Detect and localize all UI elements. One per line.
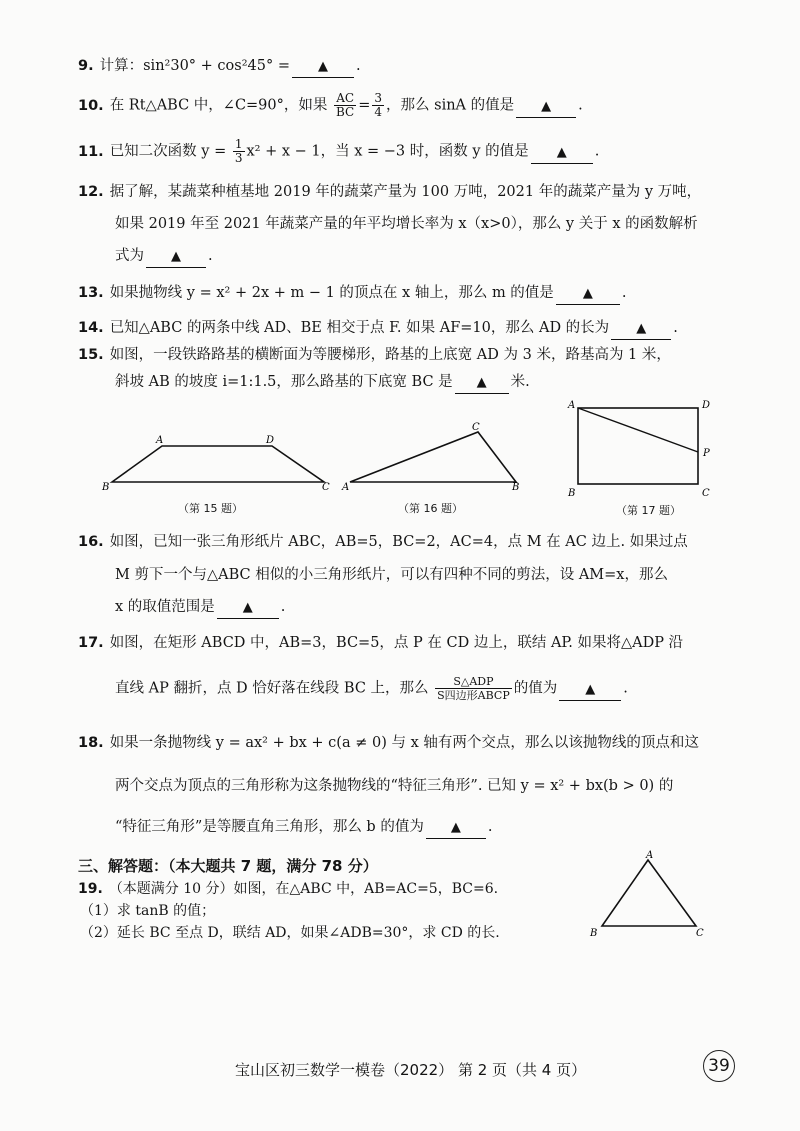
answer-blank[interactable]: ▲ bbox=[556, 283, 620, 305]
figure-15-caption: （第 15 题） bbox=[178, 502, 243, 515]
vertex-label-b: B bbox=[102, 482, 110, 493]
vertex-label-b: B bbox=[512, 482, 520, 493]
figure-19-triangle bbox=[588, 846, 708, 940]
figure-16-triangle bbox=[340, 420, 530, 500]
answer-blank[interactable]: ▲ bbox=[426, 817, 486, 839]
question-19-part-1: （1）求 tanB 的值； bbox=[80, 903, 216, 919]
fraction-1-3: $\frac{1}{3}$ bbox=[234, 137, 243, 165]
vertex-label-c: C bbox=[702, 488, 710, 499]
answer-blank[interactable]: ▲ bbox=[455, 372, 509, 394]
question-14: 14. 已知△ABC 的两条中线 AD、BE 相交于点 F. 如果 AF=10，那么 AD 的长为 ▲ . bbox=[78, 318, 678, 340]
question-11: 11. 已知二次函数 y = $\frac{1}{3}$ x² + x − 1，当 x = −3 时，函数 y 的值是 ▲ . bbox=[78, 137, 600, 165]
question-9: 9. 计算：sin²30° + cos²45° = ▲ . bbox=[78, 56, 361, 78]
vertex-label-b: B bbox=[590, 928, 598, 939]
vertex-label-a: A bbox=[156, 435, 164, 446]
answer-blank[interactable]: ▲ bbox=[516, 96, 576, 118]
vertex-label-d: D bbox=[266, 435, 275, 446]
answer-blank[interactable]: ▲ bbox=[217, 597, 279, 619]
answer-blank[interactable]: ▲ bbox=[531, 142, 593, 164]
section-heading: 三、解答题：（本大题共 7 题，满分 78 分） bbox=[78, 857, 378, 875]
question-19: 19. （本题满分 10 分）如图，在△ABC 中，AB=AC=5，BC=6. bbox=[78, 881, 499, 897]
figure-17-caption: （第 17 题） bbox=[616, 504, 681, 517]
question-10: 10. 在 Rt△ABC 中，∠C=90°，如果 $\frac{AC}{BC}$ = $\frac{3}{4}$ ，那么 sinA 的值是 ▲ . bbox=[78, 91, 583, 119]
answer-blank[interactable]: ▲ bbox=[292, 56, 354, 78]
page-circle-number: 39 bbox=[703, 1050, 735, 1082]
answer-blank[interactable]: ▲ bbox=[146, 246, 206, 268]
page-footer: 宝山区初三数学一模卷（2022） 第 2 页（共 4 页） bbox=[235, 1061, 587, 1079]
answer-blank[interactable]: ▲ bbox=[611, 318, 671, 340]
figure-15-trapezoid bbox=[100, 430, 340, 500]
answer-blank[interactable]: ▲ bbox=[559, 679, 621, 701]
question-17: 17. 如图，在矩形 ABCD 中，AB=3，BC=5，点 P 在 CD 边上，联结 AP. 如果将△ADP 沿 bbox=[78, 635, 684, 651]
question-15: 15. 如图，一段铁路路基的横断面为等腰梯形，路基的上底宽 AD 为 3 米，路基高为 1 米， bbox=[78, 347, 671, 363]
vertex-label-a: A bbox=[568, 400, 576, 411]
question-18: 18. 如果一条抛物线 y = ax² + bx + c(a ≠ 0) 与 x 轴有两个交点，那么以该抛物线的顶点和这 bbox=[78, 735, 699, 751]
vertex-label-c: C bbox=[322, 482, 330, 493]
vertex-label-b: B bbox=[568, 488, 576, 499]
vertex-label-a: A bbox=[646, 850, 654, 861]
figure-16-caption: （第 16 题） bbox=[398, 502, 463, 515]
vertex-label-c: C bbox=[472, 422, 480, 433]
figure-17-rectangle bbox=[560, 396, 720, 500]
question-16: 16. 如图，已知一张三角形纸片 ABC，AB=5，BC=2，AC=4，点 M 在 AC 边上. 如果过点 bbox=[78, 534, 688, 550]
question-13: 13. 如果抛物线 y = x² + 2x + m − 1 的顶点在 x 轴上，那么 m 的值是 ▲ . bbox=[78, 283, 626, 305]
fraction-ac-bc: $\frac{AC}{BC}$ bbox=[336, 91, 355, 119]
vertex-label-a: A bbox=[342, 482, 350, 493]
vertex-label-c: C bbox=[696, 928, 704, 939]
fraction-3-4: $\frac{3}{4}$ bbox=[374, 91, 383, 119]
area-ratio-fraction: $\frac{\text{S△ADP}}{\text{S四边形ABCP}}$ bbox=[437, 675, 510, 702]
question-12: 12. 据了解，某蔬菜种植基地 2019 年的蔬菜产量为 100 万吨，2021 年的蔬菜产量为 y 万吨， bbox=[78, 184, 702, 200]
vertex-label-d: D bbox=[702, 400, 711, 411]
question-19-part-2: （2）延长 BC 至点 D，联结 AD，如果∠ADB=30°，求 CD 的长. bbox=[80, 925, 500, 941]
vertex-label-p: P bbox=[703, 448, 710, 459]
